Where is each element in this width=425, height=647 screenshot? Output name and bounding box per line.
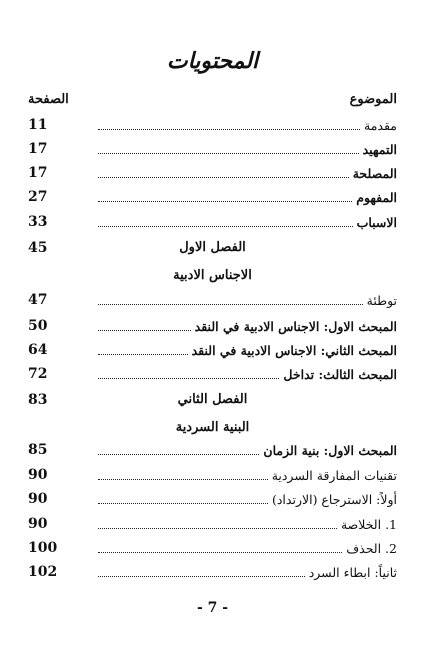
toc-entry (28, 440, 397, 460)
toc-page-number: 83 (28, 392, 48, 408)
toc-page-number: 90 (28, 491, 48, 507)
chapter-title: الفصل الاول (179, 240, 246, 255)
toc-page-number: 90 (28, 516, 48, 532)
dot-leader (98, 226, 353, 227)
toc-label: 2. الحذف (346, 540, 397, 556)
dot-leader (98, 129, 360, 130)
toc-entry (28, 115, 397, 135)
toc-label: أولاً: الاسترجاع (الارتداد) (271, 491, 397, 507)
chapter-subtitle: الاجناس الادبية (173, 268, 252, 283)
toc-header (28, 92, 397, 107)
toc-entry (28, 562, 397, 582)
toc-entry (28, 316, 397, 336)
toc-page-number: 33 (28, 214, 48, 230)
toc-label: التمهيد (362, 141, 397, 157)
toc-page-number: 64 (28, 342, 48, 358)
dot-leader (98, 201, 352, 202)
page-title: المحتويات (166, 48, 259, 74)
toc-label: المبحث الثاني: الاجناس الادبية في النقد (191, 342, 397, 358)
toc-entry (28, 514, 397, 534)
toc-label: مقدمة (364, 117, 397, 133)
toc-page-number: 85 (28, 442, 48, 458)
dot-leader (98, 552, 342, 553)
toc-entry (28, 538, 397, 558)
page-column-header: الصفحة (28, 92, 69, 107)
toc-entry (28, 465, 397, 485)
dot-leader (98, 378, 279, 379)
page-number-footer: - 7 - (196, 600, 229, 616)
chapter-title: الفصل الثاني (177, 392, 248, 407)
toc-page-number: 100 (28, 540, 58, 556)
dot-leader (98, 503, 268, 504)
toc-entry (28, 212, 397, 232)
toc-entry (28, 340, 397, 360)
toc-entry (28, 163, 397, 183)
dot-leader (98, 153, 359, 154)
dot-leader (98, 454, 259, 455)
toc-page-number: 17 (28, 165, 48, 181)
chapter-heading (28, 392, 397, 412)
dot-leader (98, 177, 349, 178)
toc-entry (28, 139, 397, 159)
toc-label: المبحث الاول: الاجناس الادبية في النقد (194, 318, 397, 334)
toc-page-number: 17 (28, 141, 48, 157)
toc-page-number: 102 (28, 564, 58, 580)
toc-label: المصلحة (352, 165, 397, 181)
toc-page-number: 50 (28, 318, 48, 334)
dot-leader (98, 330, 191, 331)
dot-leader (98, 576, 305, 577)
chapter-subtitle: البنية السردية (175, 420, 250, 435)
toc-entry (28, 187, 397, 207)
toc-label: 1. الخلاصة (340, 516, 397, 532)
toc-page-number: 47 (28, 292, 48, 308)
toc-page-number: 45 (28, 240, 48, 256)
dot-leader (98, 304, 363, 305)
subject-column-header: الموضوع (349, 92, 397, 107)
toc-page-number: 90 (28, 467, 48, 483)
toc-label: المبحث الثالث: تداخل (283, 366, 397, 382)
toc-label: ثانياً: ابطاء السرد (308, 564, 397, 580)
toc-label: المبحث الاول: بنية الزمان (263, 442, 397, 458)
toc-page-number: 27 (28, 189, 48, 205)
chapter-heading (28, 240, 397, 260)
toc-page-number: 11 (28, 117, 48, 133)
dot-leader (98, 528, 337, 529)
toc-label: الاسباب (356, 214, 397, 230)
toc-label: المفهوم (356, 189, 397, 205)
toc-label: تقنيات المفارقة السردية (271, 467, 397, 483)
toc-entry (28, 364, 397, 384)
dot-leader (98, 479, 268, 480)
dot-leader (98, 354, 188, 355)
toc-entry (28, 290, 397, 310)
toc-entry (28, 489, 397, 509)
toc-label: توطئة (366, 292, 397, 308)
toc-page-number: 72 (28, 366, 48, 382)
